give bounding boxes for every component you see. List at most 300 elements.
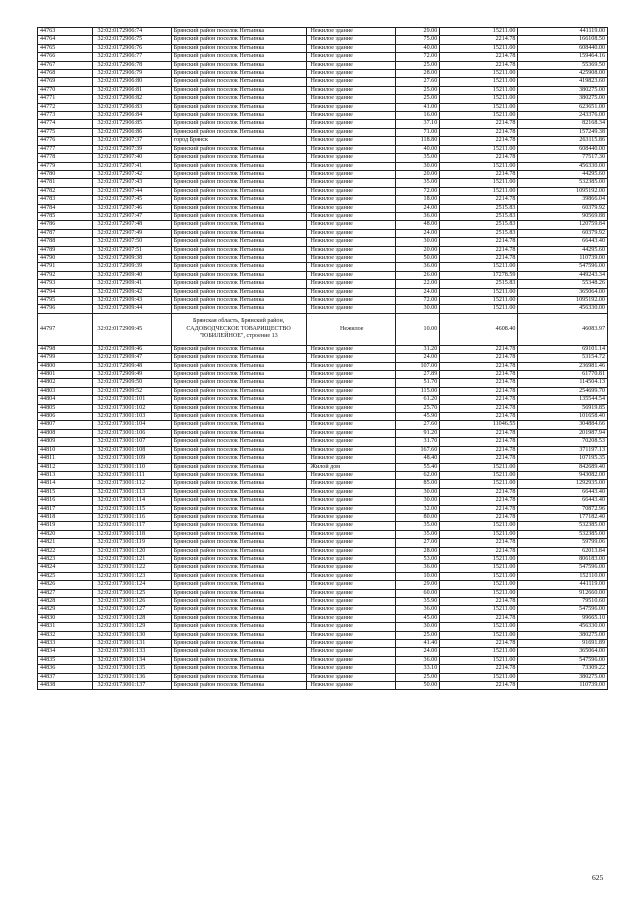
area-cell: 48.40	[396, 455, 440, 463]
row-number-cell: 44838	[38, 682, 93, 690]
cadastral-value-cell: 456330.00	[518, 623, 608, 631]
row-number-cell: 44787	[38, 229, 93, 237]
address-cell: город Брянск	[171, 137, 306, 145]
object-type-cell: Нежилое здание	[306, 640, 396, 648]
table-row	[38, 379, 608, 387]
row-number-cell: 44793	[38, 280, 93, 288]
address-cell: Брянский район поселок Нетьинка	[171, 95, 306, 103]
cadastral-value-cell: 44295.60	[518, 170, 608, 178]
table-body	[38, 28, 608, 690]
cadastral-number-cell: 32:02:0173001:116	[92, 513, 171, 521]
area-cell: 20.00	[396, 170, 440, 178]
cadastral-value-cell: 441119.00	[518, 28, 608, 36]
cadastral-value-cell: 66443.40	[518, 497, 608, 505]
cadastral-value-cell: 456330.00	[518, 305, 608, 313]
cadastral-value-cell: 380275.00	[518, 86, 608, 94]
table-row	[38, 429, 608, 437]
area-cell: 40.00	[396, 44, 440, 52]
area-cell: 30.00	[396, 497, 440, 505]
cadastral-number-cell: 32:02:0173001:137	[92, 682, 171, 690]
area-cell: 24.00	[396, 354, 440, 362]
object-type-cell: Нежилое здание	[306, 438, 396, 446]
cadastral-number-cell: 32:02:0172909:45	[92, 313, 171, 345]
address-cell: Брянский район поселок Нетьинка	[171, 547, 306, 555]
address-cell: Брянский район поселок Нетьинка	[171, 530, 306, 538]
cadastral-number-cell: 32:02:0172907:45	[92, 196, 171, 204]
address-cell: Брянский район поселок Нетьинка	[171, 204, 306, 212]
cadastral-value-cell: 623651.00	[518, 103, 608, 111]
cadastral-value-cell: 547596.00	[518, 656, 608, 664]
address-cell: Брянский район поселок Нетьинка	[171, 345, 306, 353]
unit-value-cell: 2214.78	[440, 196, 518, 204]
object-type-cell: Нежилое здание	[306, 513, 396, 521]
row-number-cell: 44794	[38, 288, 93, 296]
unit-value-cell: 15211.00	[440, 86, 518, 94]
area-cell: 36.00	[396, 212, 440, 220]
cadastral-number-cell: 32:02:0173001:101	[92, 396, 171, 404]
address-cell: Брянский район поселок Нетьинка	[171, 305, 306, 313]
cadastral-number-cell: 32:02:0172907:44	[92, 187, 171, 195]
row-number-cell: 44772	[38, 103, 93, 111]
area-cell: 41.40	[396, 640, 440, 648]
table-row	[38, 112, 608, 120]
table-row	[38, 455, 608, 463]
address-cell: Брянский район поселок Нетьинка	[171, 564, 306, 572]
object-type-cell: Нежилое здание	[306, 212, 396, 220]
unit-value-cell: 15211.00	[440, 522, 518, 530]
address-cell: Брянский район поселок Нетьинка	[171, 170, 306, 178]
object-type-cell: Нежилое здание	[306, 497, 396, 505]
area-cell: 31.20	[396, 345, 440, 353]
object-type-cell: Нежилое здание	[306, 379, 396, 387]
address-cell: Брянский район поселок Нетьинка	[171, 379, 306, 387]
unit-value-cell: 2214.78	[440, 505, 518, 513]
object-type-cell: Нежилое здание	[306, 413, 396, 421]
cadastral-value-cell: 943082.00	[518, 471, 608, 479]
object-type-cell: Нежилое здание	[306, 539, 396, 547]
row-number-cell: 44778	[38, 154, 93, 162]
object-type-cell: Нежилое здание	[306, 665, 396, 673]
cadastral-value-cell: 99665.10	[518, 614, 608, 622]
address-cell: Брянский район поселок Нетьинка	[171, 623, 306, 631]
table-row	[38, 354, 608, 362]
area-cell: 27.60	[396, 421, 440, 429]
area-cell: 33.10	[396, 665, 440, 673]
table-row	[38, 463, 608, 471]
row-number-cell: 44797	[38, 313, 93, 345]
cadastral-number-cell: 32:02:0173001:124	[92, 581, 171, 589]
table-row	[38, 564, 608, 572]
table-row	[38, 86, 608, 94]
object-type-cell: Нежилое здание	[306, 28, 396, 36]
cadastral-value-cell: 371197.13	[518, 446, 608, 454]
cadastral-number-cell: 32:02:0172909:38	[92, 254, 171, 262]
cadastral-number-cell: 32:02:0173001:127	[92, 606, 171, 614]
object-type-cell: Нежилое здание	[306, 288, 396, 296]
cadastral-value-cell: 912660.00	[518, 589, 608, 597]
cadastral-value-cell: 39866.04	[518, 196, 608, 204]
unit-value-cell: 15211.00	[440, 572, 518, 580]
row-number-cell: 44818	[38, 513, 93, 521]
cadastral-value-table	[37, 27, 608, 690]
row-number-cell: 44802	[38, 379, 93, 387]
object-type-cell: Нежилое здание	[306, 471, 396, 479]
table-row	[38, 539, 608, 547]
address-cell: Брянский район поселок Нетьинка	[171, 362, 306, 370]
cadastral-number-cell: 32:02:0172909:44	[92, 305, 171, 313]
cadastral-value-cell: 53154.72	[518, 354, 608, 362]
area-cell: 62.00	[396, 471, 440, 479]
cadastral-number-cell: 32:02:0173001:107	[92, 438, 171, 446]
area-cell: 35.00	[396, 530, 440, 538]
area-cell: 36.00	[396, 263, 440, 271]
object-type-cell: Нежилое здание	[306, 589, 396, 597]
row-number-cell: 44782	[38, 187, 93, 195]
address-cell: Брянский район поселок Нетьинка	[171, 86, 306, 94]
cadastral-value-cell: 547596.00	[518, 606, 608, 614]
table-row	[38, 488, 608, 496]
cadastral-number-cell: 32:02:0172906:86	[92, 128, 171, 136]
unit-value-cell: 15211.00	[440, 44, 518, 52]
object-type-cell: Нежилое здание	[306, 78, 396, 86]
address-cell: Брянский район поселок Нетьинка	[171, 179, 306, 187]
object-type-cell: Нежилое здание	[306, 455, 396, 463]
area-cell: 30.00	[396, 305, 440, 313]
unit-value-cell: 2515.83	[440, 229, 518, 237]
cadastral-value-cell: 60379.92	[518, 204, 608, 212]
address-cell: Брянский район поселок Нетьинка	[171, 280, 306, 288]
area-cell: 24.00	[396, 288, 440, 296]
cadastral-value-cell: 69101.14	[518, 345, 608, 353]
cadastral-value-cell: 46083.97	[518, 313, 608, 345]
area-cell: 50.00	[396, 682, 440, 690]
row-number-cell: 44779	[38, 162, 93, 170]
row-number-cell: 44792	[38, 271, 93, 279]
cadastral-number-cell: 32:02:0172906:81	[92, 86, 171, 94]
address-cell: Брянский район поселок Нетьинка	[171, 598, 306, 606]
cadastral-value-cell: 365064.00	[518, 288, 608, 296]
table-row	[38, 238, 608, 246]
table-row	[38, 271, 608, 279]
cadastral-number-cell: 32:02:0172907:40	[92, 154, 171, 162]
table-row	[38, 288, 608, 296]
cadastral-value-cell: 236981.46	[518, 362, 608, 370]
unit-value-cell: 15211.00	[440, 581, 518, 589]
cadastral-value-cell: 842689.40	[518, 463, 608, 471]
unit-value-cell: 2214.78	[440, 128, 518, 136]
cadastral-value-cell: 62013.84	[518, 547, 608, 555]
table-row	[38, 471, 608, 479]
object-type-cell: Нежилое здание	[306, 238, 396, 246]
cadastral-number-cell: 32:02:0172909:52	[92, 387, 171, 395]
cadastral-number-cell: 32:02:0173001:119	[92, 539, 171, 547]
area-cell: 61.20	[396, 396, 440, 404]
cadastral-value-cell: 201987.94	[518, 429, 608, 437]
table-row	[38, 78, 608, 86]
cadastral-number-cell: 32:02:0172907:51	[92, 246, 171, 254]
cadastral-number-cell: 32:02:0172909:43	[92, 297, 171, 305]
unit-value-cell: 2214.78	[440, 354, 518, 362]
table-row	[38, 120, 608, 128]
row-number-cell: 44785	[38, 212, 93, 220]
row-number-cell: 44833	[38, 640, 93, 648]
unit-value-cell: 15211.00	[440, 589, 518, 597]
cadastral-value-cell: 77517.30	[518, 154, 608, 162]
object-type-cell: Жилой дом	[306, 463, 396, 471]
cadastral-number-cell: 32:02:0172907:46	[92, 204, 171, 212]
row-number-cell: 44835	[38, 656, 93, 664]
table-row	[38, 28, 608, 36]
cadastral-number-cell: 32:02:0172909:40	[92, 271, 171, 279]
object-type-cell: Нежилое здание	[306, 187, 396, 195]
area-cell: 80.00	[396, 513, 440, 521]
area-cell: 22.00	[396, 280, 440, 288]
object-type-cell: Нежилое здание	[306, 154, 396, 162]
area-cell: 45.90	[396, 413, 440, 421]
address-cell: Брянский район поселок Нетьинка	[171, 480, 306, 488]
cadastral-value-cell: 66443.40	[518, 488, 608, 496]
row-number-cell: 44832	[38, 631, 93, 639]
address-cell: Брянский район поселок Нетьинка	[171, 513, 306, 521]
cadastral-number-cell: 32:02:0172909:46	[92, 345, 171, 353]
cadastral-number-cell: 32:02:0173001:117	[92, 522, 171, 530]
table-row	[38, 480, 608, 488]
area-cell: 29.00	[396, 28, 440, 36]
address-cell: Брянский район поселок Нетьинка	[171, 61, 306, 69]
table-row	[38, 204, 608, 212]
address-cell: Брянская область, Брянский район, САДОВОДЧЕСКОЕ ТОВАРИЩЕСТВО "ЮБИЛЕЙНОЕ", строение 13	[171, 313, 306, 345]
address-cell: Брянский район поселок Нетьинка	[171, 488, 306, 496]
unit-value-cell: 2214.78	[440, 614, 518, 622]
unit-value-cell: 15211.00	[440, 648, 518, 656]
cadastral-number-cell: 32:02:0173001:111	[92, 471, 171, 479]
address-cell: Брянский район поселок Нетьинка	[171, 682, 306, 690]
cadastral-number-cell: 32:02:0173001:114	[92, 497, 171, 505]
cadastral-value-cell: 101658.40	[518, 413, 608, 421]
object-type-cell: Нежилое здание	[306, 614, 396, 622]
unit-value-cell: 15211.00	[440, 480, 518, 488]
unit-value-cell: 15211.00	[440, 288, 518, 296]
cadastral-value-cell: 380275.00	[518, 95, 608, 103]
row-number-cell: 44771	[38, 95, 93, 103]
table-row	[38, 263, 608, 271]
address-cell: Брянский район поселок Нетьинка	[171, 28, 306, 36]
address-cell: Брянский район поселок Нетьинка	[171, 271, 306, 279]
cadastral-value-cell: 70872.96	[518, 505, 608, 513]
unit-value-cell: 2214.78	[440, 438, 518, 446]
object-type-cell: Нежилое здание	[306, 572, 396, 580]
row-number-cell: 44809	[38, 438, 93, 446]
area-cell: 31.70	[396, 438, 440, 446]
area-cell: 36.00	[396, 656, 440, 664]
area-cell: 25.00	[396, 95, 440, 103]
address-cell: Брянский район поселок Нетьинка	[171, 673, 306, 681]
object-type-cell: Нежилое здание	[306, 555, 396, 563]
area-cell: 16.00	[396, 112, 440, 120]
object-type-cell: Нежилое здание	[306, 229, 396, 237]
table-row	[38, 404, 608, 412]
cadastral-value-cell: 90569.88	[518, 212, 608, 220]
row-number-cell: 44786	[38, 221, 93, 229]
address-cell: Брянский район поселок Нетьинка	[171, 572, 306, 580]
table-row	[38, 36, 608, 44]
row-number-cell: 44800	[38, 362, 93, 370]
row-number-cell: 44811	[38, 455, 93, 463]
cadastral-value-cell: 1292935.00	[518, 480, 608, 488]
cadastral-number-cell: 32:02:0172907:42	[92, 170, 171, 178]
unit-value-cell: 15211.00	[440, 623, 518, 631]
cadastral-number-cell: 32:02:0172906:85	[92, 120, 171, 128]
cadastral-value-cell: 60379.92	[518, 229, 608, 237]
cadastral-value-cell: 91691.89	[518, 640, 608, 648]
table-row	[38, 522, 608, 530]
object-type-cell: Нежилое здание	[306, 623, 396, 631]
unit-value-cell: 2214.78	[440, 362, 518, 370]
unit-value-cell: 2214.78	[440, 238, 518, 246]
cadastral-number-cell: 32:02:0173001:118	[92, 530, 171, 538]
cadastral-value-cell: 44295.60	[518, 246, 608, 254]
cadastral-value-cell: 425908.00	[518, 70, 608, 78]
unit-value-cell: 2214.78	[440, 640, 518, 648]
object-type-cell: Нежилое здание	[306, 61, 396, 69]
object-type-cell: Нежилое здание	[306, 179, 396, 187]
table-row	[38, 555, 608, 563]
object-type-cell: Нежилое здание	[306, 86, 396, 94]
row-number-cell: 44784	[38, 204, 93, 212]
area-cell: 72.00	[396, 53, 440, 61]
cadastral-value-cell: 532385.00	[518, 530, 608, 538]
object-type-cell: Нежилое здание	[306, 162, 396, 170]
cadastral-value-cell: 107195.35	[518, 455, 608, 463]
table-row	[38, 421, 608, 429]
object-type-cell: Нежилое здание	[306, 354, 396, 362]
address-cell: Брянский район поселок Нетьинка	[171, 238, 306, 246]
area-cell: 55.40	[396, 463, 440, 471]
unit-value-cell: 15211.00	[440, 530, 518, 538]
row-number-cell: 44830	[38, 614, 93, 622]
area-cell: 25.00	[396, 86, 440, 94]
cadastral-value-cell: 254699.70	[518, 387, 608, 395]
area-cell: 75.00	[396, 36, 440, 44]
row-number-cell: 44837	[38, 673, 93, 681]
address-cell: Брянский район поселок Нетьинка	[171, 648, 306, 656]
area-cell: 28.00	[396, 70, 440, 78]
area-cell: 48.00	[396, 221, 440, 229]
table-row	[38, 656, 608, 664]
object-type-cell: Нежилое здание	[306, 362, 396, 370]
area-cell: 35.00	[396, 154, 440, 162]
area-cell: 25.00	[396, 61, 440, 69]
address-cell: Брянский район поселок Нетьинка	[171, 221, 306, 229]
unit-value-cell: 2214.78	[440, 404, 518, 412]
unit-value-cell: 15211.00	[440, 305, 518, 313]
cadastral-number-cell: 32:02:0173001:133	[92, 648, 171, 656]
unit-value-cell: 2214.78	[440, 53, 518, 61]
area-cell: 24.00	[396, 204, 440, 212]
cadastral-number-cell: 32:02:0173001:112	[92, 480, 171, 488]
cadastral-value-cell: 1095192.00	[518, 187, 608, 195]
object-type-cell: Нежилое здание	[306, 221, 396, 229]
cadastral-number-cell: 32:02:0173001:121	[92, 555, 171, 563]
table-row	[38, 446, 608, 454]
row-number-cell: 44788	[38, 238, 93, 246]
object-type-cell: Нежилое здание	[306, 170, 396, 178]
address-cell: Брянский район поселок Нетьинка	[171, 112, 306, 120]
unit-value-cell: 15211.00	[440, 631, 518, 639]
address-cell: Брянский район поселок Нетьинка	[171, 196, 306, 204]
unit-value-cell: 2214.78	[440, 387, 518, 395]
table-row	[38, 229, 608, 237]
area-cell: 10.00	[396, 572, 440, 580]
unit-value-cell: 2214.78	[440, 539, 518, 547]
object-type-cell: Нежилое здание	[306, 53, 396, 61]
address-cell: Брянский район поселок Нетьинка	[171, 53, 306, 61]
object-type-cell: Нежилое здание	[306, 387, 396, 395]
area-cell: 50.00	[396, 254, 440, 262]
area-cell: 107.00	[396, 362, 440, 370]
unit-value-cell: 2214.78	[440, 455, 518, 463]
area-cell: 40.00	[396, 145, 440, 153]
area-cell: 60.00	[396, 589, 440, 597]
object-type-cell: Нежилое здание	[306, 682, 396, 690]
address-cell: Брянский район поселок Нетьинка	[171, 145, 306, 153]
row-number-cell: 44825	[38, 572, 93, 580]
cadastral-number-cell: 32:02:0173001:129	[92, 623, 171, 631]
cadastral-number-cell: 32:02:0172907:39	[92, 145, 171, 153]
table-row	[38, 572, 608, 580]
object-type-cell: Нежилое здание	[306, 297, 396, 305]
table-row	[38, 606, 608, 614]
object-type-cell: Нежилое здание	[306, 429, 396, 437]
table-row	[38, 212, 608, 220]
unit-value-cell: 2214.78	[440, 120, 518, 128]
unit-value-cell: 17278.59	[440, 271, 518, 279]
row-number-cell: 44828	[38, 598, 93, 606]
cadastral-value-cell: 806183.00	[518, 555, 608, 563]
unit-value-cell: 15211.00	[440, 263, 518, 271]
cadastral-number-cell: 32:02:0172906:78	[92, 61, 171, 69]
area-cell: 27.60	[396, 78, 440, 86]
area-cell: 25.70	[396, 404, 440, 412]
object-type-cell: Нежилое здание	[306, 581, 396, 589]
cadastral-number-cell: 32:02:0172909:50	[92, 379, 171, 387]
area-cell: 24.00	[396, 229, 440, 237]
cadastral-number-cell: 32:02:0173001:108	[92, 446, 171, 454]
cadastral-number-cell: 32:02:0172906:76	[92, 44, 171, 52]
cadastral-number-cell: 32:02:0173001:113	[92, 488, 171, 496]
table-row	[38, 623, 608, 631]
unit-value-cell: 15211.00	[440, 564, 518, 572]
unit-value-cell: 15211.00	[440, 112, 518, 120]
table-row	[38, 187, 608, 195]
area-cell: 36.00	[396, 606, 440, 614]
cadastral-value-cell: 61770.81	[518, 371, 608, 379]
address-cell: Брянский район поселок Нетьинка	[171, 371, 306, 379]
table-row	[38, 640, 608, 648]
unit-value-cell: 2214.78	[440, 246, 518, 254]
cadastral-number-cell: 32:02:0173001:104	[92, 421, 171, 429]
area-cell: 29.00	[396, 581, 440, 589]
object-type-cell: Нежилое здание	[306, 196, 396, 204]
address-cell: Брянский район поселок Нетьинка	[171, 297, 306, 305]
row-number-cell: 44817	[38, 505, 93, 513]
address-cell: Брянский район поселок Нетьинка	[171, 44, 306, 52]
table-row	[38, 530, 608, 538]
cadastral-value-cell: 380275.00	[518, 673, 608, 681]
object-type-cell: Нежилое здание	[306, 446, 396, 454]
object-type-cell: Нежилое здание	[306, 371, 396, 379]
address-cell: Брянский район поселок Нетьинка	[171, 505, 306, 513]
